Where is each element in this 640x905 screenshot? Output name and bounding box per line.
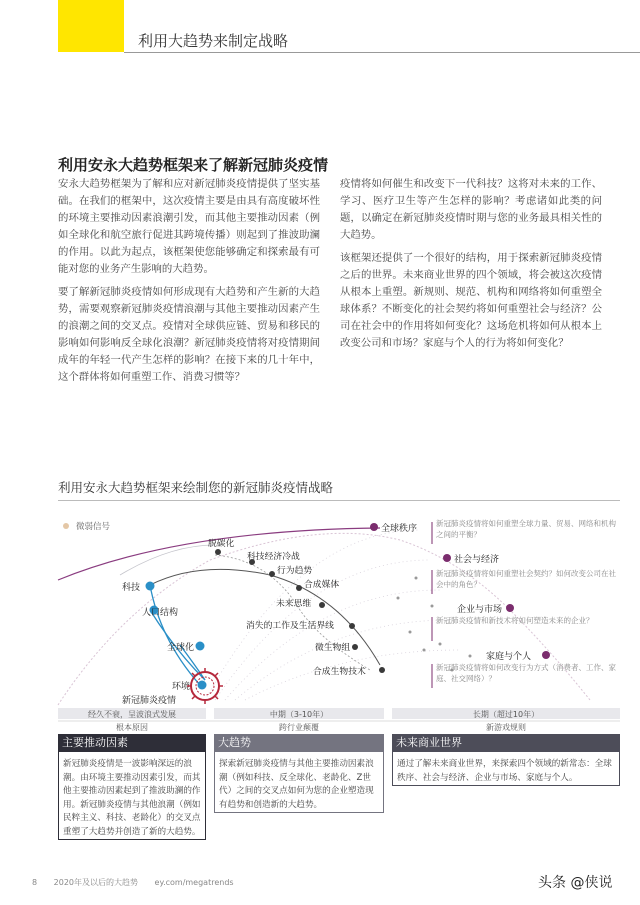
domain-question: 新冠肺炎疫情将如何重塑社会契约？如何改变公司在社会中的角色？ (436, 569, 616, 589)
driver-label: 全球化 (167, 643, 195, 653)
article-left-column (58, 176, 320, 392)
drivers-box (58, 734, 206, 854)
driver-label: 人口结构 (142, 608, 179, 618)
megatrend-label: 合成生物技术 (313, 667, 366, 677)
timeline-label: 长期（超过10年） (472, 710, 540, 719)
box-title: 大趋势 (214, 734, 384, 751)
timeline-sub: 新游戏规则 (486, 723, 526, 732)
domain-dot (542, 651, 550, 659)
timeline-label: 中期（3-10年） (269, 710, 329, 719)
driver-label: 环境 (172, 682, 191, 692)
megatrend-dot (352, 644, 358, 650)
domain-label: 全球秩序 (381, 524, 418, 534)
megatrend-label: 未来思维 (276, 599, 312, 609)
header-divider (124, 52, 640, 53)
article-right-column (340, 176, 602, 358)
megatrend-dot (379, 667, 385, 673)
box-title: 主要推动因素 (58, 734, 206, 751)
domain-dot (370, 523, 378, 531)
article-title: 利用安永大趋势框架来了解新冠肺炎疫情 (58, 156, 329, 174)
driver-dot (196, 642, 205, 651)
timeline-sub: 根本原因 (116, 723, 148, 732)
box-body: 新冠肺炎疫情是一波影响深远的浪潮。由环境主要推动因素引发，而其他主要推动因素起到了推波助澜的作用。新冠肺炎疫情与其他浪潮（例如民粹主义、科技、老龄化）的交叉点重塑了大趋势并创造了新的大趋势。 (58, 751, 206, 840)
megatrend-dot (296, 585, 302, 591)
domain-dot (443, 554, 451, 562)
paragraph: 该框架还提供了一个很好的结构，用于探索新冠肺炎疫情之后的世界。未来商业世界的四个领域，将会被这次疫情从根本上重塑。新规则、规范、机构和网络将如何重塑全球体系？不断变化的社会契约将如何重塑社会与经济？公司在社会中的作用将如何变化？这场危机将如何从根本上改变公司和市场？家庭与个人的行为将如何变化？ (340, 252, 602, 349)
weak-signal-label: 微弱信号 (76, 522, 111, 532)
domain-label: 社会与经济 (454, 555, 500, 565)
megatrend-dot (269, 571, 275, 577)
box-body: 探索新冠肺炎疫情与其他主要推动因素浪潮（例如科技、反全球化、老龄化、Z世代）之间的交叉点如何为您的企业塑造现有趋势和创造新的大趋势。 (214, 751, 384, 813)
watermark: 头条 @侠说 (538, 875, 613, 891)
megatrend-label: 科技经济冷战 (247, 552, 300, 562)
megatrend-label: 脱碳化 (208, 539, 235, 549)
covid-label: 新冠肺炎疫情 (122, 696, 177, 706)
footer-doc-title: 2020年及以后的大趋势 (53, 878, 138, 887)
megatrend-dot (349, 623, 355, 629)
box-title: 未来商业世界 (392, 734, 620, 751)
diagram-title: 利用安永大趋势框架来绘制您的新冠肺炎疫情战略 (58, 480, 334, 495)
driver-dot (146, 582, 155, 591)
domain-question: 新冠肺炎疫情将如何改变行为方式（消费者、工作、家庭、社交网络）？ (436, 663, 616, 683)
timeline-label: 经久不衰，呈波浪式发展 (88, 710, 176, 719)
megatrend-dot (319, 602, 325, 608)
brand-yellow-block (58, 0, 124, 52)
page-footer (32, 877, 248, 888)
box-body: 通过了解未来商业世界，来探索四个领域的新常态：全球秩序、社会与经济、企业与市场、家庭与个人。 (392, 751, 620, 786)
domain-dot (506, 604, 514, 612)
megatrend-diagram (0, 500, 640, 735)
driver-label: 科技 (122, 583, 141, 593)
megatrend-label: 合成媒体 (304, 580, 340, 590)
megatrend-label: 消失的工作及生活界线 (246, 621, 334, 631)
megatrend-dot (215, 549, 221, 555)
paragraph: 安永大趋势框架为了解和应对新冠肺炎疫情提供了坚实基础。在我们的框架中，这次疫情主要是由具有高度破坏性的环境主要推动因素浪潮引发，而其他主要推动因素（例如全球化和航空旅行促进其跨境传播）则起到了推波助澜的作用。以此为起点，该框架使您能够确定和探索最有可能对您的业务产生影响的大趋势。 (58, 178, 320, 275)
domain-question: 新冠肺炎疫情将如何重塑全球力量、贸易、网络和机构之间的平衡？ (436, 519, 616, 539)
timeline-sub: 跨行业颠覆 (279, 723, 319, 732)
megatrend-label: 行为趋势 (277, 566, 313, 576)
page-header-title: 利用大趋势来制定战略 (138, 32, 289, 50)
future-world-box (392, 734, 620, 854)
paragraph: 疫情将如何催生和改变下一代科技？这将对未来的工作、学习、医疗卫生等产生怎样的影响？考虑诸如此类的问题，以确定在新冠肺炎疫情时期与您的业务最具相关性的大趋势。 (340, 178, 602, 241)
footer-url[interactable]: ey.com/megatrends (154, 878, 234, 887)
weak-signal-dot (63, 523, 69, 529)
driver-dot (198, 681, 207, 690)
paragraph: 要了解新冠肺炎疫情如何形成现有大趋势和产生新的大趋势，需要观察新冠肺炎疫情浪潮与其他主要推动因素产生的浪潮之间的交叉点。疫情对全球供应链、贸易和移民的影响如何影响反全球化浪潮？新冠肺炎疫情将对疫情期间成年的年轻一代产生怎样的影响？在接下来的几十年中，这个群体将如何重塑工作、消费习惯等？ (58, 286, 320, 383)
megatrends-box (214, 734, 384, 854)
megatrend-label: 微生物组 (315, 643, 351, 653)
domain-label: 企业与市场 (457, 605, 503, 615)
domain-label: 家庭与个人 (486, 652, 532, 662)
page-number: 8 (32, 878, 38, 887)
domain-question: 新冠肺炎疫情和新技术将如何塑造未来的企业？ (436, 616, 594, 625)
